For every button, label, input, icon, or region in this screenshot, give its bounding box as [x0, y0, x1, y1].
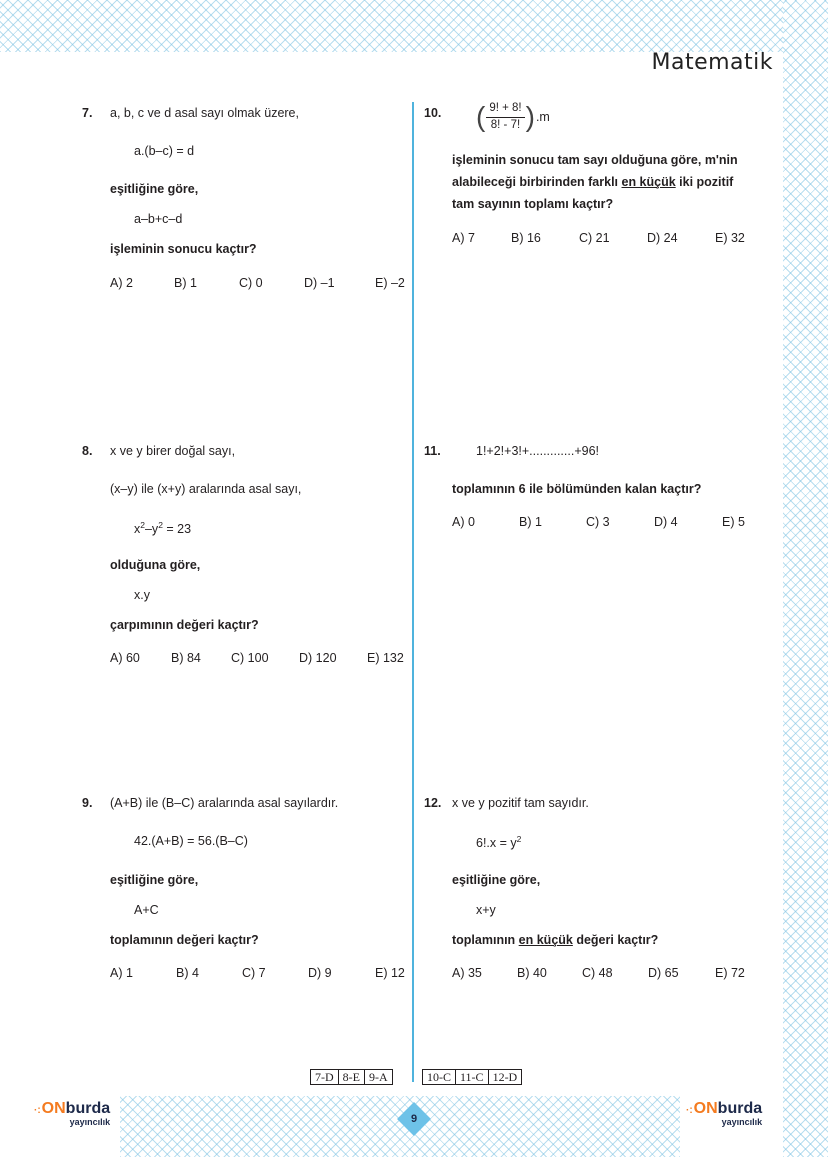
question-prompt: işleminin sonucu kaçtır?	[110, 242, 257, 256]
option-b[interactable]: B) 4	[176, 966, 199, 980]
fraction-numerator: 9! + 8!	[486, 102, 524, 118]
question-stem: x ve y pozitif tam sayıdır.	[452, 796, 589, 810]
option-e[interactable]: E) 5	[722, 515, 745, 529]
option-c[interactable]: C) 21	[579, 231, 610, 245]
option-a[interactable]: A) 2	[110, 276, 133, 290]
option-c[interactable]: C) 48	[582, 966, 613, 980]
question-line3: tam sayının toplamı kaçtır?	[452, 197, 614, 211]
answer-key-item: 8-E	[338, 1069, 365, 1085]
question-stem: (A+B) ile (B–C) aralarında asal sayılardır.	[110, 796, 339, 810]
option-d[interactable]: D) 65	[648, 966, 679, 980]
publisher-logo-right: ·:ONburda yayıncılık	[686, 1100, 763, 1127]
fraction-expression	[476, 102, 550, 133]
question-expression: 1!+2!+3!+.............+96!	[476, 444, 599, 458]
question-expression: a–b+c–d	[134, 212, 183, 226]
question-stem: a, b, c ve d asal sayı olmak üzere,	[110, 106, 299, 120]
option-e[interactable]: E) 72	[715, 966, 745, 980]
question-8	[82, 444, 412, 674]
option-b[interactable]: B) 1	[174, 276, 197, 290]
question-equation: $6!.x = y^2$	[476, 834, 522, 850]
question-number: 7.	[82, 106, 93, 120]
question-expression: x+y	[476, 903, 496, 917]
question-7	[82, 106, 412, 306]
option-d[interactable]: D) 4	[654, 515, 678, 529]
logo-dots-icon: ·:	[686, 1105, 693, 1116]
question-11	[424, 444, 764, 544]
answer-key-item: 7-D	[310, 1069, 339, 1085]
question-condition: eşitliğine göre,	[452, 873, 541, 887]
subject-title: Matematik	[651, 50, 773, 75]
question-number: 10.	[424, 106, 442, 120]
bottom-pattern-band	[120, 1096, 680, 1157]
question-prompt: toplamının değeri kaçtır?	[110, 933, 259, 947]
answer-key-right	[423, 1069, 522, 1085]
option-d[interactable]: D) 120	[299, 651, 337, 665]
option-a[interactable]: A) 0	[452, 515, 475, 529]
answer-key-item: 12-D	[488, 1069, 523, 1085]
option-b[interactable]: B) 40	[517, 966, 547, 980]
question-prompt: toplamının 6 ile bölümünden kalan kaçtır?	[452, 482, 702, 496]
question-9	[82, 796, 412, 996]
question-condition: olduğuna göre,	[110, 558, 201, 572]
question-12	[424, 796, 764, 996]
option-b[interactable]: B) 16	[511, 231, 541, 245]
answer-key-left	[311, 1069, 393, 1085]
question-expression: A+C	[134, 903, 159, 917]
option-a[interactable]: A) 60	[110, 651, 140, 665]
question-condition: eşitliğine göre,	[110, 873, 199, 887]
question-line1: işleminin sonucu tam sayı olduğuna göre, m'nin	[452, 153, 738, 167]
question-number: 8.	[82, 444, 93, 458]
option-e[interactable]: E) –2	[375, 276, 405, 290]
option-c[interactable]: C) 3	[586, 515, 610, 529]
answer-key-item: 9-A	[364, 1069, 393, 1085]
option-d[interactable]: D) 24	[647, 231, 678, 245]
option-c[interactable]: C) 7	[242, 966, 266, 980]
option-e[interactable]: E) 12	[375, 966, 405, 980]
question-expression: x.y	[134, 588, 150, 602]
publisher-logo-left: ·:ONburda yayıncılık	[34, 1100, 111, 1127]
option-a[interactable]: A) 1	[110, 966, 133, 980]
question-prompt: toplamının en küçük değeri kaçtır?	[452, 933, 659, 947]
option-a[interactable]: A) 35	[452, 966, 482, 980]
question-number: 9.	[82, 796, 93, 810]
right-pattern-band	[783, 0, 828, 1157]
question-line2: (x–y) ile (x+y) aralarında asal sayı,	[110, 482, 302, 496]
question-10	[424, 101, 764, 256]
question-number: 12.	[424, 796, 442, 810]
right-paren: )	[525, 101, 535, 133]
option-b[interactable]: B) 84	[171, 651, 201, 665]
fraction-denominator: 8! - 7!	[490, 118, 521, 131]
option-d[interactable]: D) 9	[308, 966, 332, 980]
question-equation: $x^2-y^2 = 23$	[134, 520, 192, 536]
answer-key-item: 11-C	[455, 1069, 489, 1085]
option-c[interactable]: C) 0	[239, 276, 263, 290]
answer-key-item: 10-C	[422, 1069, 456, 1085]
question-equation: a.(b–c) = d	[134, 144, 195, 158]
question-line2: alabileceği birbirinden farklı en küçük iki pozitif	[452, 175, 734, 189]
option-c[interactable]: C) 100	[231, 651, 269, 665]
option-b[interactable]: B) 1	[519, 515, 542, 529]
fraction-tail: .m	[535, 109, 550, 124]
question-stem: x ve y birer doğal sayı,	[110, 444, 236, 458]
option-a[interactable]: A) 7	[452, 231, 475, 245]
question-prompt: çarpımının değeri kaçtır?	[110, 618, 259, 632]
logo-subtitle: yayıncılık	[69, 1117, 111, 1127]
left-paren: (	[476, 101, 486, 133]
question-equation: 42.(A+B) = 56.(B–C)	[134, 834, 248, 848]
option-d[interactable]: D) –1	[304, 276, 335, 290]
top-pattern-band	[0, 0, 828, 52]
column-divider	[412, 102, 414, 1082]
logo-dots-icon: ·:	[34, 1105, 41, 1116]
logo-subtitle: yayıncılık	[721, 1117, 763, 1127]
option-e[interactable]: E) 132	[367, 651, 404, 665]
question-number: 11.	[424, 444, 441, 458]
option-e[interactable]: E) 32	[715, 231, 745, 245]
page-number: 9	[410, 1113, 418, 1125]
question-condition: eşitliğine göre,	[110, 182, 199, 196]
fraction	[486, 102, 524, 133]
